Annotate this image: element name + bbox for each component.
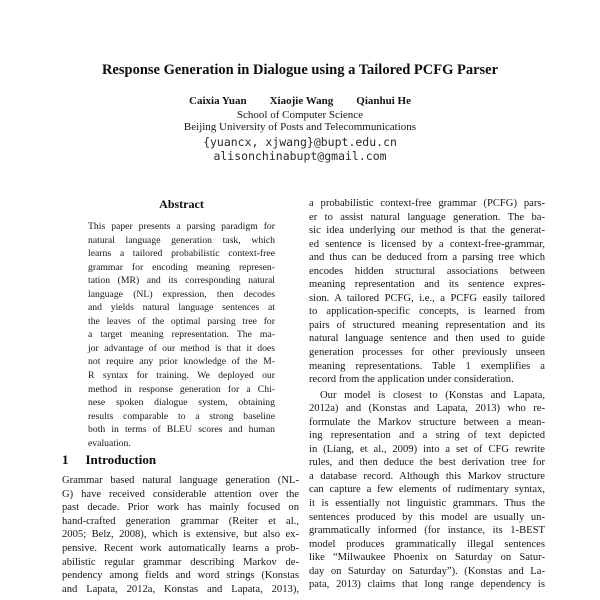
abstract-section	[88, 197, 275, 450]
text-line: encodes hidden structural associations between	[309, 265, 545, 277]
text-line: like “Milwaukee Phoenix on Saturday on Satur-	[309, 552, 545, 564]
author-name-1: Caixia Yuan	[189, 95, 247, 107]
text-line: pendency among fields and word strings (Konstas	[62, 570, 299, 582]
right-column-paragraph-2	[309, 389, 545, 592]
introduction-text	[62, 474, 299, 596]
text-line: results comparable to a strong baseline	[88, 410, 275, 422]
text-line: Grammar based natural language generation (NL-	[62, 475, 299, 487]
text-line: formulate the Markov structure between a mean-	[309, 416, 545, 428]
text-line: pensive. Recent work automatically learns a prob-	[62, 543, 299, 555]
text-line: can capture a few elements of rudimentary syntax,	[309, 484, 545, 496]
text-line: R syntax for training. We deployed our	[88, 370, 275, 382]
text-line: This paper presents a parsing paradigm for	[88, 221, 275, 232]
right-column-paragraph-1	[309, 197, 545, 387]
section-heading-introduction	[62, 453, 299, 467]
text-line: pata, 2013) claims that long range dependency is	[309, 579, 545, 591]
text-line: and thus can be deduced from a parsing tree which	[309, 252, 545, 264]
email-address-gmail: alisonchinabupt@gmail.com	[213, 149, 387, 163]
text-line: a database record. Although this Markov structure	[309, 470, 545, 482]
text-line: grammatically informed (for instance, its 1-BEST	[309, 525, 545, 537]
text-line: meaning representation and its sentence expres-	[309, 279, 545, 291]
text-line: record from the application under consideration.	[309, 374, 514, 386]
text-line: day on Saturday on Saturday”). (Konstas and La-	[309, 565, 545, 577]
text-line: a probabilistic context-free grammar (PCFG) pars-	[309, 198, 545, 209]
left-column	[62, 197, 299, 596]
text-line: sion. A tailored PCFG, i.e., a PCFG easily tailored	[309, 292, 545, 304]
text-line: pairs of structured meaning representation and its	[309, 319, 545, 331]
text-line: natural language generation task, which	[88, 234, 275, 246]
text-line: 2012a) and (Konstas and Lapata, 2013) who re-	[309, 403, 545, 415]
text-line: sentences produced by this model are usually un-	[309, 511, 545, 523]
text-line: both in terms of BLEU scores and human	[88, 424, 275, 436]
text-line: and yields natural language sentences at	[88, 302, 275, 314]
affiliation-school: School of Computer Science	[236, 109, 364, 121]
text-line: generation processes for other previously unseen	[309, 347, 545, 359]
text-line: nese spoken dialogue system, obtaining	[88, 397, 275, 409]
text-line: evaluation.	[88, 437, 131, 449]
affiliation-university: Beijing University of Posts and Telecommunications	[183, 121, 417, 133]
text-line: abilistic regular grammar describing Markov de-	[62, 556, 299, 568]
abstract-text	[88, 220, 275, 450]
right-column	[309, 197, 545, 592]
section-number: 1	[62, 452, 69, 468]
text-line: and Lapata, 2012a, Konstas and Lapata, 2013),	[62, 583, 299, 595]
paper-title: Response Generation in Dialogue using a Tailored PCFG Parser	[101, 62, 499, 78]
text-line: hand-crafted generation grammar (Reiter et al.,	[62, 515, 299, 527]
text-line: meaning representations. Table 1 exemplifies a	[309, 360, 545, 372]
text-line: to application-specific concepts, is learned from	[309, 306, 545, 318]
text-line: model produces grammatically illegal sentences	[309, 538, 545, 550]
text-line: jor advantage of our method is that it does	[88, 342, 275, 354]
text-line: er to assist natural language generation. The ba-	[309, 211, 545, 223]
abstract-heading: Abstract	[159, 197, 204, 211]
text-line: natural language sentence and then used to guide	[309, 333, 545, 345]
text-line: Our model is closest to (Konstas and Lapata,	[320, 389, 545, 401]
text-line: ing representation and a string of text depicted	[309, 430, 545, 442]
author-name-3: Qianhui He	[356, 95, 411, 107]
text-line: the leaves of the optimal parsing tree for	[88, 315, 275, 327]
text-line: grammar for encoding meaning represen-	[88, 261, 275, 273]
text-line: ed sentence is licensed by a context-free-grammar,	[309, 238, 545, 250]
author-list	[0, 95, 600, 107]
email-address-bupt: {yuancx, xjwang}@bupt.edu.cn	[203, 135, 397, 149]
text-line: in (Liang, et al., 2009) into a set of CFG rewrite	[309, 443, 545, 455]
text-line: sic idea underlying our method is that the generat-	[309, 225, 545, 237]
section-title: Introduction	[85, 452, 157, 468]
text-line: a target meaning representation. The ma-	[88, 329, 275, 341]
text-line: language (NL) expression, then decodes	[88, 288, 275, 300]
text-line: it is essentially not linguistic grammars. Thus the	[309, 498, 545, 510]
text-line: rules, and then deduce the best derivation tree for	[309, 457, 545, 469]
text-line: 2005; Belz, 2008), which is extensive, but also ex-	[62, 529, 299, 541]
text-line: learns a tailored probabilistic context-free	[88, 248, 275, 260]
text-line: past decade. Prior work has mainly focused on	[62, 502, 299, 514]
text-line: method in response generation for a Chi-	[88, 383, 275, 395]
author-name-2: Xiaojie Wang	[269, 95, 334, 107]
text-line: G) have received considerable attention over the	[62, 488, 299, 500]
text-line: tation (MR) and its corresponding natural	[88, 275, 275, 287]
text-line: not require any prior knowledge of the M-	[88, 356, 275, 368]
